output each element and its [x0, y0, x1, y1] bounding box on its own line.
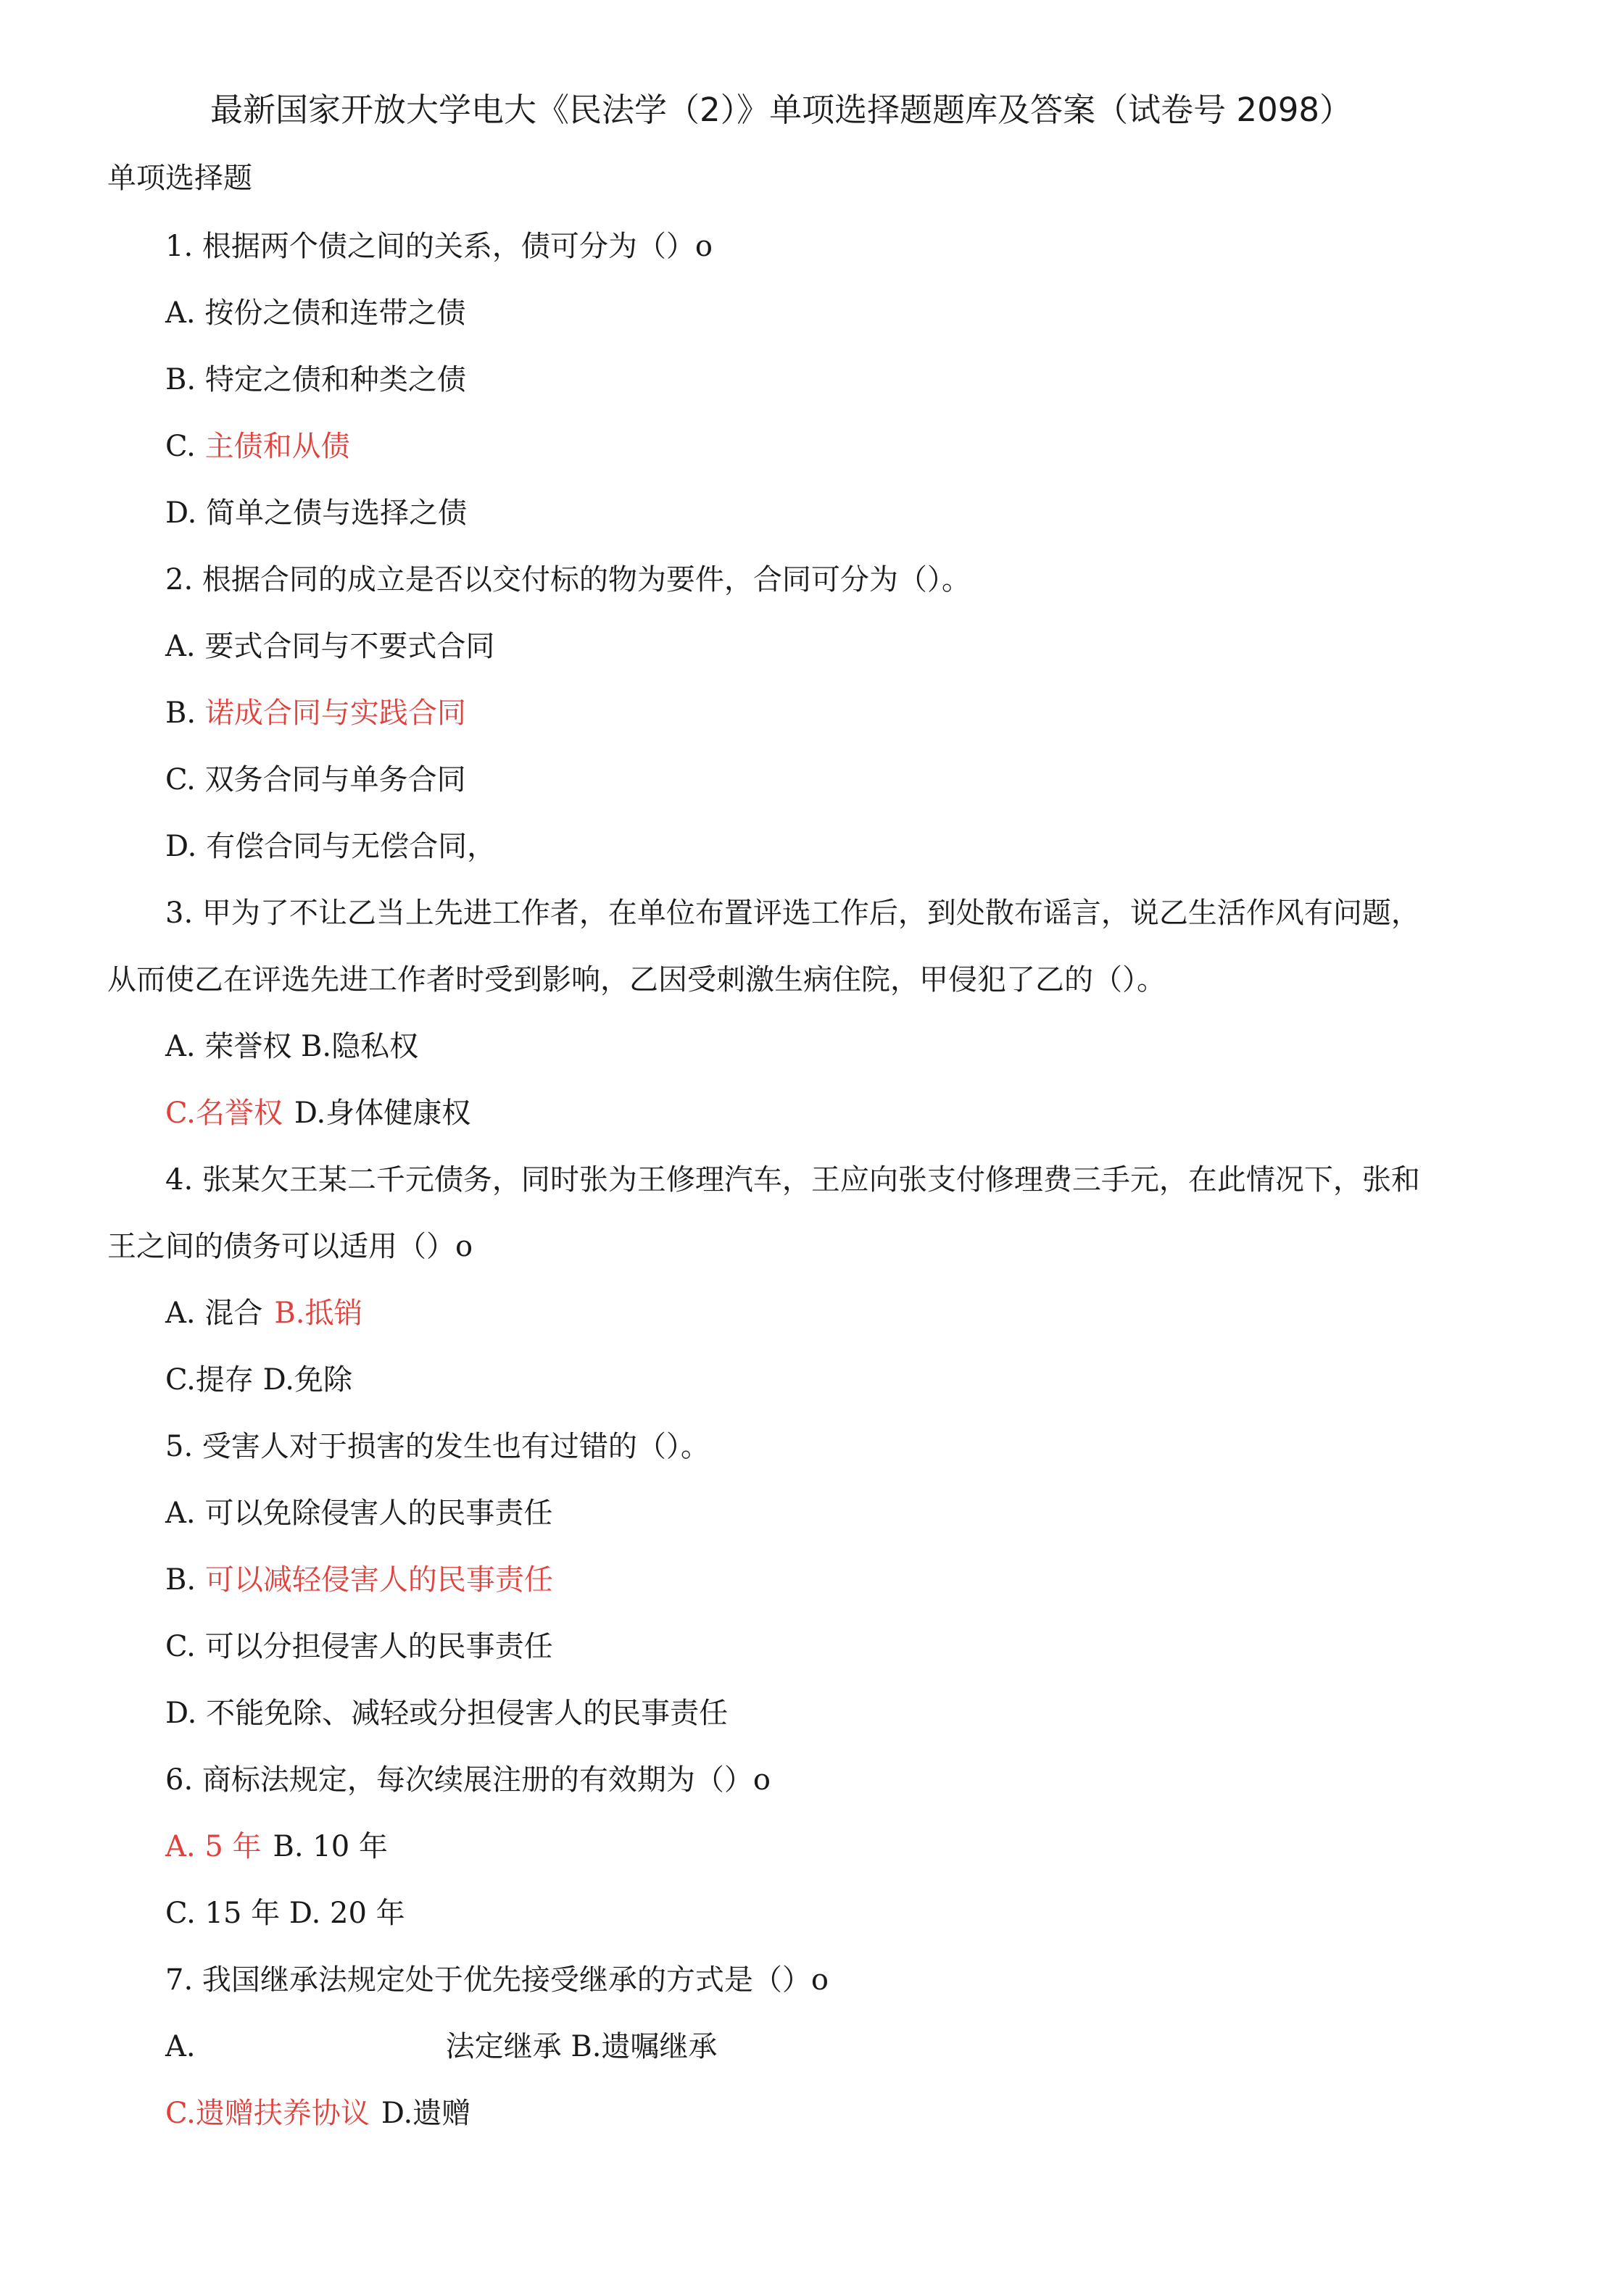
option-d: D.遗赠	[381, 2097, 471, 2130]
question-5-option-a: A. 可以免除侵害人的民事责任	[165, 1497, 553, 1530]
option-label: C.	[165, 430, 205, 463]
correct-answer: C.遗赠扶养协议	[165, 2097, 370, 2130]
question-4-options-ab	[165, 1296, 362, 1331]
question-1-option-c	[165, 429, 350, 464]
question-2-option-c: C. 双务合同与单务合同	[165, 763, 466, 796]
question-3-stem-line-2: 从而使乙在评选先进工作者时受到影响，乙因受刺激生病住院，甲侵犯了乙的（）。	[107, 963, 1166, 997]
question-1-stem: 1. 根据两个债之间的关系，债可分为（）o	[165, 230, 713, 263]
question-6-options-cd: C. 15 年 D. 20 年	[165, 1897, 405, 1930]
correct-answer: B.抵销	[274, 1297, 363, 1330]
question-7-options-ab	[165, 2029, 717, 2064]
correct-answer: C.名誉权	[165, 1097, 283, 1130]
question-5-option-b	[165, 1563, 553, 1597]
question-1-option-d: D. 简单之债与选择之债	[165, 496, 468, 530]
question-6-stem: 6. 商标法规定，每次续展注册的有效期为（）o	[165, 1763, 771, 1797]
option-label: B.	[165, 1563, 205, 1597]
question-2-stem: 2. 根据合同的成立是否以交付标的物为要件，合同可分为（）。	[165, 563, 971, 596]
question-5-stem: 5. 受害人对于损害的发生也有过错的（）。	[165, 1430, 710, 1463]
question-7-options-cd	[165, 2096, 470, 2131]
correct-answer: 可以减轻侵害人的民事责任	[204, 1563, 553, 1597]
question-3-options-cd	[165, 1096, 470, 1131]
question-2-option-a: A. 要式合同与不要式合同	[165, 630, 495, 663]
question-5-option-c: C. 可以分担侵害人的民事责任	[165, 1630, 553, 1663]
question-4-stem-line-2: 王之间的债务可以适用（）o	[107, 1230, 473, 1263]
question-4-stem-line-1: 4. 张某欠王某二千元债务，同时张为王修理汽车，王应向张支付修理费三手元，在此情况下，张和	[165, 1163, 1420, 1197]
option-label: B.	[165, 696, 205, 730]
document-title: 最新国家开放大学电大《民法学（2）》单项选择题题库及答案（试卷号 2098）	[210, 91, 1352, 129]
option-a-b-text: 法定继承 B.遗嘱继承	[445, 2030, 718, 2063]
question-2-option-d: D. 有偿合同与无偿合同，	[165, 830, 497, 863]
section-heading: 单项选择题	[107, 162, 252, 195]
correct-answer: 诺成合同与实践合同	[204, 696, 466, 730]
question-2-option-b	[165, 696, 466, 731]
correct-answer: A. 5 年	[165, 1830, 262, 1863]
option-a: A. 混合	[165, 1297, 263, 1330]
question-3-options-ab: A. 荣誉权 B.隐私权	[165, 1030, 419, 1063]
question-1-option-b: B. 特定之债和种类之债	[165, 363, 466, 396]
correct-answer: 主债和从债	[204, 430, 350, 463]
option-a-label: A.	[165, 2030, 196, 2063]
option-b: B. 10 年	[273, 1830, 388, 1863]
question-7-stem: 7. 我国继承法规定处于优先接受继承的方式是（）o	[165, 1963, 829, 1997]
question-5-option-d: D. 不能免除、减轻或分担侵害人的民事责任	[165, 1697, 729, 1730]
question-1-option-a: A. 按份之债和连带之债	[165, 296, 466, 330]
question-4-options-cd: C.提存 D.免除	[165, 1363, 352, 1397]
question-6-options-ab	[165, 1829, 388, 1864]
question-3-stem-line-1: 3. 甲为了不让乙当上先进工作者，在单位布置评选工作后，到处散布谣言，说乙生活作风有问题，	[165, 897, 1420, 930]
option-d: D.身体健康权	[294, 1097, 471, 1130]
